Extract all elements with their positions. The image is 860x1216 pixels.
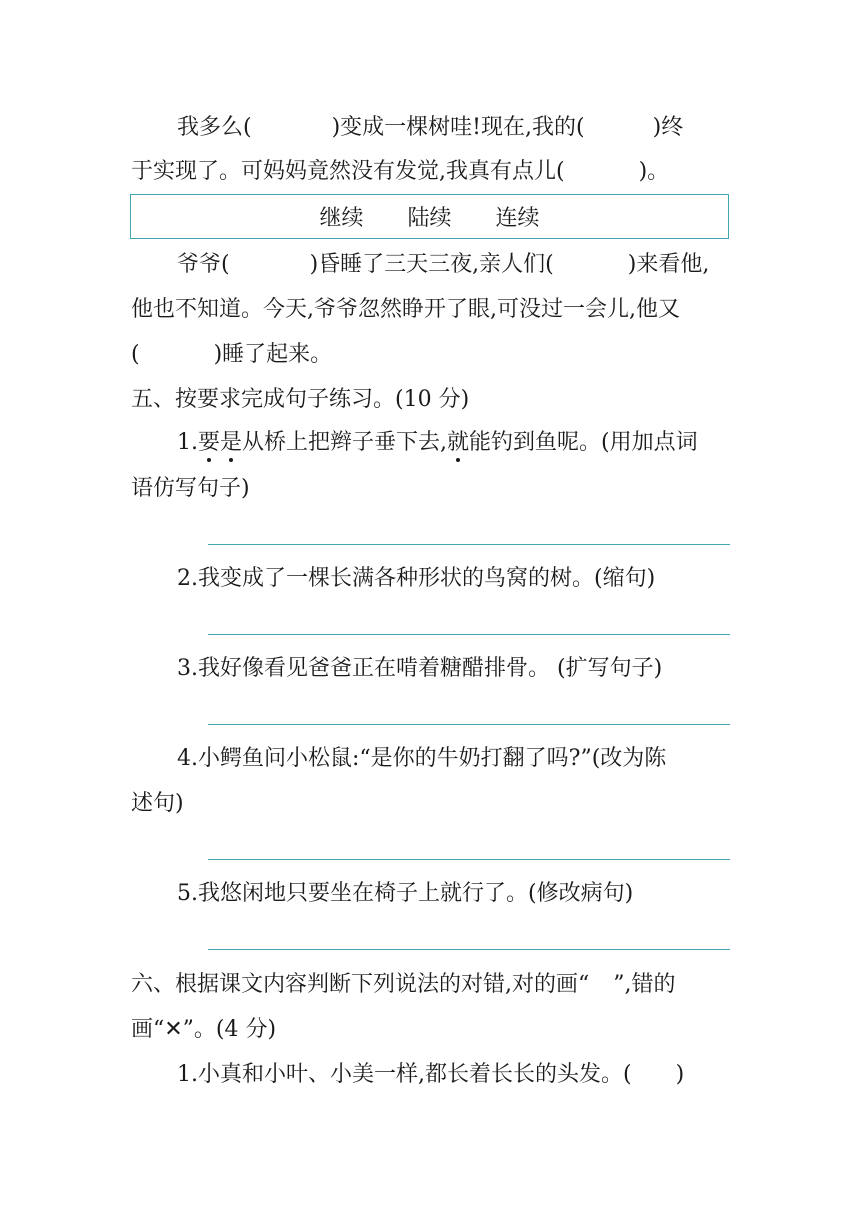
text: 于实现了。可妈妈竟然没有发觉,我真有点儿( bbox=[131, 159, 565, 184]
answer-line-4[interactable] bbox=[208, 859, 730, 860]
text: )。 bbox=[638, 159, 670, 184]
question-5-1 bbox=[177, 428, 731, 458]
word-option: 继续 bbox=[319, 206, 364, 231]
question-5-2: 2.我变成了一棵长满各种形状的鸟窝的树。(缩句) bbox=[177, 566, 656, 591]
text: 六、根据课文内容判断下列说法的对错,对的画“ bbox=[131, 972, 590, 997]
dotted-char: 是 bbox=[220, 430, 243, 455]
text: ( bbox=[131, 342, 140, 367]
question-5-1-cont: 语仿写句子) bbox=[131, 476, 250, 501]
text: 爷爷( bbox=[177, 252, 230, 277]
question-5-4-cont: 述句) bbox=[131, 791, 184, 816]
text: )终 bbox=[652, 115, 684, 140]
text: ) bbox=[675, 1062, 685, 1087]
text: 1.小真和小叶、小美一样,都长着长长的头发。( bbox=[177, 1062, 632, 1087]
text: )变成一棵树哇!现在,我的( bbox=[331, 115, 585, 140]
p1-line-2 bbox=[131, 157, 731, 187]
answer-line-2[interactable] bbox=[208, 634, 730, 635]
text: 1. bbox=[177, 430, 198, 455]
p2-line-3 bbox=[131, 340, 731, 370]
p1-line-1 bbox=[177, 113, 731, 143]
text: ”,错的 bbox=[613, 972, 676, 997]
section-6-heading-2: 画“✕”。(4 分) bbox=[131, 1017, 277, 1042]
question-5-4: 4.小鳄鱼问小松鼠:“是你的牛奶打翻了吗?”(改为陈 bbox=[177, 746, 667, 771]
section-5-heading: 五、按要求完成句子练习。(10 分) bbox=[131, 387, 470, 412]
answer-line-1[interactable] bbox=[208, 544, 730, 545]
answer-line-5[interactable] bbox=[208, 949, 730, 950]
text: 我多么( bbox=[177, 115, 252, 140]
text: )昏睡了三天三夜,亲人们( bbox=[309, 252, 554, 277]
section-6-heading-1 bbox=[131, 970, 731, 1000]
dotted-char: 就 bbox=[447, 430, 470, 455]
text: )来看他, bbox=[627, 252, 710, 277]
word-option: 陆续 bbox=[407, 206, 452, 231]
question-6-1 bbox=[177, 1060, 731, 1090]
word-option: 连续 bbox=[495, 206, 540, 231]
text: 能钓到鱼呢。(用加点词 bbox=[469, 430, 698, 455]
text: 从桥上把辫子垂下去, bbox=[242, 430, 448, 455]
question-5-3: 3.我好像看见爸爸正在啃着糖醋排骨。 (扩写句子) bbox=[177, 656, 663, 681]
question-5-5: 5.我悠闲地只要坐在椅子上就行了。(修改病句) bbox=[177, 881, 634, 906]
dotted-char: 要 bbox=[198, 430, 221, 455]
answer-line-3[interactable] bbox=[208, 724, 730, 725]
text: )睡了起来。 bbox=[213, 342, 333, 367]
word-box bbox=[130, 194, 729, 239]
text: 他也不知道。今天,爷爷忽然睁开了眼,可没过一会儿,他又 bbox=[131, 297, 680, 322]
p2-line-2 bbox=[131, 295, 731, 325]
p2-line-1 bbox=[177, 250, 731, 280]
